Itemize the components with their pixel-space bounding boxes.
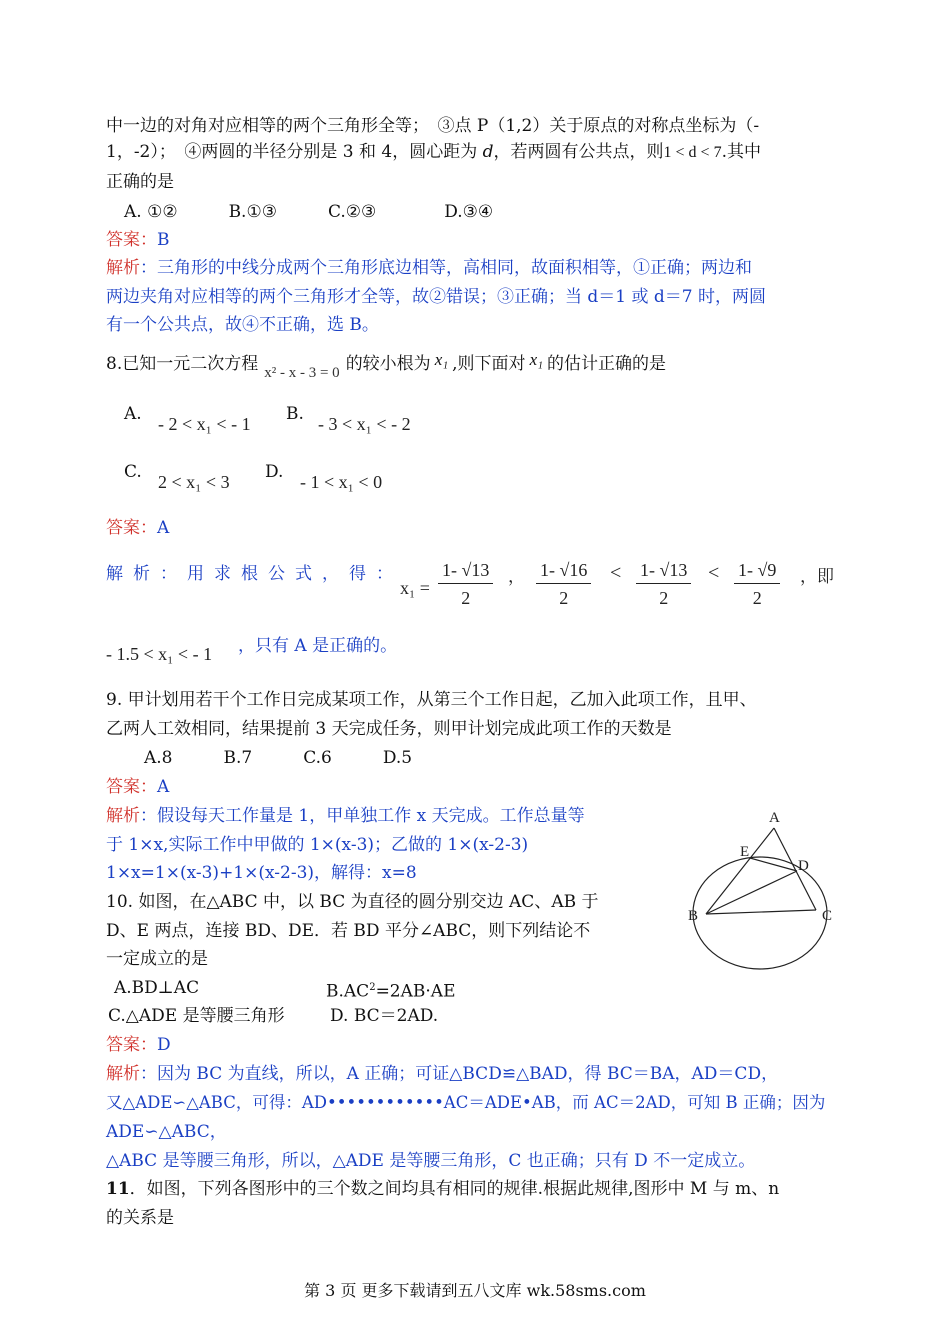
q8-opt-b-label: B. [286,404,304,424]
q8-opt-d-math: - 1 < x₁ < 0 [300,472,383,492]
q8-answer-value: A [157,518,170,538]
q8-stem-a: 8.已知一元二次方程 [106,354,259,374]
q10-answer [106,1033,171,1057]
q7-analysis-line2: 两边夹角对应相等的两个三角形才全等，故②错误；③正确；当 d＝1 或 d＝7 时，两圆 [106,287,767,307]
q8-frac-2-den: 2 [559,588,569,608]
q10-label-a: A [769,810,780,826]
q7-line2 [106,140,761,165]
q7-analysis-label: 解析 [106,258,140,278]
q8-frac-1-num: 1- √13 [438,560,493,584]
q10-analysis-line2: 又△ADE∽△ABC，可得：AD••••••••••••AC＝ADE•AB，而 AC＝2AD，可知 B 正确；因为 [106,1093,826,1112]
q8-comma: ， [508,567,525,586]
q7-line2c: .其中 [721,142,761,162]
q9-analysis-text1: ：假设每天工作量是 1，甲单独工作 x 天完成。工作总量等 [140,806,585,826]
q10-opt-c: C.△ADE 是等腰三角形 [108,1006,285,1026]
q8-frac-1 [438,560,493,609]
q7-line1: 中一边的对角对应相等的两个三角形全等； ③点 P（1,2）关于原点的对称点坐标为（- [106,116,760,136]
q11-text1: ．如图，下列各图形中的三个数之间均具有相同的规律.根据此规律,图形中 M 与 m、n [129,1179,780,1199]
q10-segment-bc [706,910,816,914]
q10-line1: 10. 如图，在△ABC 中，以 BC 为直径的圆分别交边 AC、AB 于 [106,892,599,912]
q8-stem-b: 的较小根为 [345,354,431,374]
q9-line1: 9. 甲计划用若干个工作日完成某项工作，从第三个工作日起，乙加入此项工作，且甲、 [106,690,757,710]
q8-equation: x² - x - 3 = 0 [264,365,340,381]
q8-frac-4-num: 1- √9 [734,560,780,584]
q8-analysis-x1: x₁ = [400,578,430,598]
q7-analysis-line1 [106,256,752,280]
q8-analysis-label: 解析：用求根公式，得： [106,564,403,584]
q8-frac-3-den: 2 [659,588,669,608]
q8-answer [106,516,169,540]
q8-frac-2-num: 1- √16 [536,560,591,584]
q7-d: d [482,142,494,162]
q8-x1b: x₁ [529,350,544,369]
q8-frac-4 [734,560,780,609]
q10-analysis-text1: ：因为 BC 为直线，所以，A 正确；可证△BCD≌△BAD，得 BC＝BA，AD＝CD， [140,1064,779,1084]
q8-range: - 1.5 < x₁ < - 1 [106,644,213,664]
q10-opt-b: $B.AC^2=2AB\cdot AE$ [326,981,456,1002]
q8-frac-3-num: 1- √13 [636,560,691,584]
q10-line2: D、E 两点，连接 BD、DE．若 BD 平分∠ABC，则下列结论不 [106,921,591,941]
q9-line2: 乙两人工效相同，结果提前 3 天完成任务，则甲计划完成此项工作的天数是 [106,719,672,739]
q8-opt-c-label: C. [124,462,142,482]
q8-opt-b-math: - 3 < x₁ < - 2 [318,414,411,434]
q10-analysis-line4: △ABC 是等腰三角形，所以，△ADE 是等腰三角形，C 也正确；只有 D 不一定成立。 [106,1151,756,1171]
q9-analysis-line1 [106,804,585,828]
q8-answer-label: 答案： [106,518,157,538]
q10-opt-d: D. BC＝2AD. [330,1006,439,1026]
q11-number: 11 [106,1179,130,1199]
q7-answer-label: 答案： [106,230,157,250]
q9-options: A.8 B.7 C.6 D.5 [144,748,413,768]
q10-label-c: C [822,908,833,924]
q7-line2a: 1，-2）； ④两圆的半径分别是 3 和 4，圆心距为 [106,142,483,162]
footer: 第 3 页 更多下载请到五八文库 wk.58sms.com [304,1281,646,1300]
q8-frac-2 [536,560,591,609]
q9-answer-value: A [157,777,170,797]
q7-answer [106,228,170,252]
q7-analysis-text1: ：三角形的中线分成两个三角形底边相等，高相同，故面积相等，①正确；两边和 [140,258,752,278]
q10-segment-ac [774,828,816,910]
q7-analysis-line3: 有一个公共点，故④不正确，选 B。 [106,315,379,335]
q10-analysis-label: 解析 [106,1064,140,1084]
q8-stem-c: ,则下面对 [452,354,526,374]
q7-options: A. ①② B.①③ C.②③ D.③④ [124,202,494,222]
q10-answer-label: 答案： [106,1035,157,1055]
q11-line1 [106,1177,779,1201]
q8-ji: ，即 [800,567,834,587]
q10-label-d: D [798,858,809,874]
q8-conclusion: ，只有 A 是正确的。 [238,636,398,656]
q8-opt-d-label: D. [265,462,284,482]
q9-answer-label: 答案： [106,777,157,797]
q10-figure [680,800,850,980]
q10-opt-a: A.BD⊥AC [114,978,200,998]
q8-opt-a-label: A. [124,404,142,424]
q10-label-e: E [740,844,750,860]
q8-stem [106,350,667,381]
q7-answer-value: B [157,230,170,250]
q9-answer [106,775,169,799]
q7-line3: 正确的是 [106,172,174,192]
q8-stem-d: 的估计正确的是 [547,354,667,374]
q9-analysis-line2: 于 1×x,实际工作中甲做的 1×(x-3)；乙做的 1×(x-2-3) [106,835,529,855]
q8-frac-4-den: 2 [752,588,762,608]
q9-analysis-line3: 1×x=1×(x-3)+1×(x-2-3)，解得：x=8 [106,863,417,883]
q8-opt-a-math: - 2 < x₁ < - 1 [158,414,251,434]
q9-analysis-label: 解析 [106,806,140,826]
q7-circle-range: 1 < d < 7 [663,144,722,161]
q8-lt-2: < [708,562,720,584]
q11-line2: 的关系是 [106,1208,174,1228]
q8-x1: x₁ [434,350,449,369]
q10-segment-bd [706,871,797,914]
q7-line2b: ，若两圆有公共点，则 [493,142,664,162]
q8-frac-1-den: 2 [461,588,471,608]
q8-lt-1: < [610,562,622,584]
q8-frac-3 [636,560,691,609]
q10-analysis-line1 [106,1062,778,1086]
q10-analysis-line3: ADE∽△ABC， [106,1122,227,1142]
q10-answer-value: D [157,1035,171,1055]
q8-opt-c-math: 2 < x₁ < 3 [158,472,230,492]
q10-line3: 一定成立的是 [106,949,208,969]
q10-label-b: B [688,908,699,924]
